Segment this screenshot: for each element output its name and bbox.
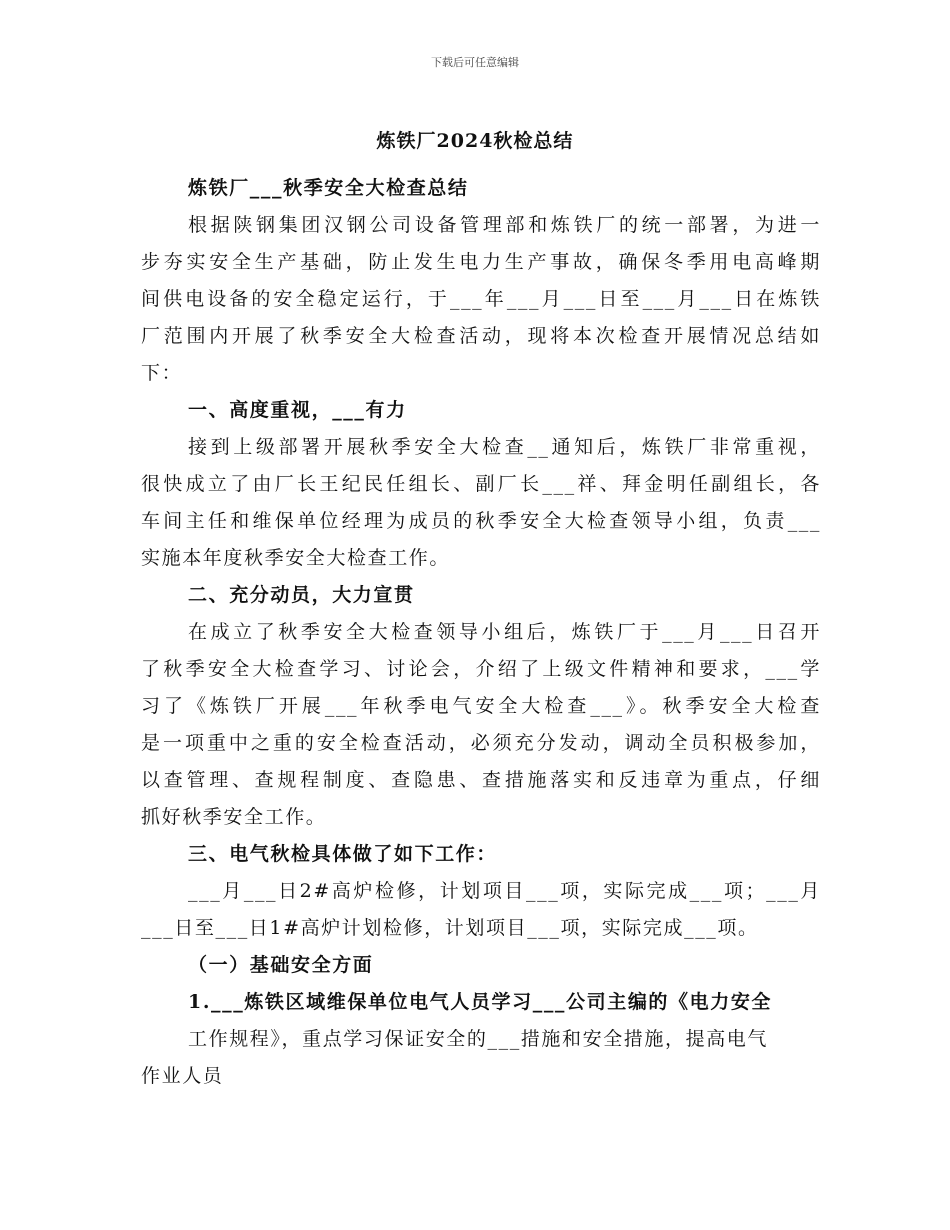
body-text-line: 了秋季安全大检查学习、讨论会，介绍了上级文件精神和要求，___学 bbox=[141, 658, 821, 680]
section-heading: 一、高度重视，___有力 bbox=[188, 399, 407, 421]
document-body bbox=[141, 170, 821, 1095]
body-text-line: ___月___日2#高炉检修，计划项目___项，实际完成___项；___月 bbox=[188, 880, 821, 902]
section-heading: 二、充分动员，大力宣贯 bbox=[188, 584, 415, 606]
body-text-line: 很快成立了由厂长王纪民任组长、副厂长___祥、拜金明任副组长，各 bbox=[141, 473, 821, 495]
section-heading: 三、电气秋检具体做了如下工作： bbox=[188, 843, 498, 865]
page-header-note: 下载后可任意编辑 bbox=[431, 56, 519, 69]
body-text-line: 在成立了秋季安全大检查领导小组后，炼铁厂于___月___日召开 bbox=[188, 621, 821, 643]
body-text-line: 厂范围内开展了秋季安全大检查活动，现将本次检查开展情况总结如 bbox=[141, 325, 821, 347]
body-text-line: 接到上级部署开展秋季安全大检查__通知后，炼铁厂非常重视， bbox=[188, 436, 821, 458]
body-text-line: 车间主任和维保单位经理为成员的秋季安全大检查领导小组，负责___ bbox=[141, 510, 821, 532]
section-heading: 1.___炼铁区域维保单位电气人员学习___公司主编的《电力安全 bbox=[188, 991, 773, 1013]
body-text-line: 抓好秋季安全工作。 bbox=[141, 806, 327, 828]
body-text-line: 习了《炼铁厂开展___年秋季电气安全大检查___》。秋季安全大检查 bbox=[141, 695, 821, 717]
body-text-line: 工作规程》，重点学习保证安全的___措施和安全措施，提高电气 bbox=[188, 1028, 769, 1050]
document-title: 炼铁厂2024秋检总结 bbox=[376, 130, 574, 152]
body-text-line: 间供电设备的安全稳定运行，于___年___月___日至___月___日在炼铁 bbox=[141, 288, 821, 310]
body-text-line: ___日至___日1#高炉计划检修，计划项目___项，实际完成___项。 bbox=[141, 917, 759, 939]
body-text-line: 以查管理、查规程制度、查隐患、查措施落实和反违章为重点，仔细 bbox=[141, 769, 821, 791]
body-text-line: 步夯实安全生产基础，防止发生电力生产事故，确保冬季用电高峰期 bbox=[141, 251, 821, 273]
section-heading: 炼铁厂___秋季安全大检查总结 bbox=[188, 177, 469, 199]
body-text-line: 下： bbox=[141, 362, 183, 384]
body-text-line: 根据陕钢集团汉钢公司设备管理部和炼铁厂的统一部署，为进一 bbox=[188, 214, 821, 236]
body-text-line: 是一项重中之重的安全检查活动，必须充分发动，调动全员积极参加， bbox=[141, 732, 821, 754]
section-heading: （一）基础安全方面 bbox=[188, 954, 374, 976]
body-text-line: 实施本年度秋季安全大检查工作。 bbox=[141, 547, 451, 569]
body-text-line: 作业人员 bbox=[141, 1065, 224, 1087]
